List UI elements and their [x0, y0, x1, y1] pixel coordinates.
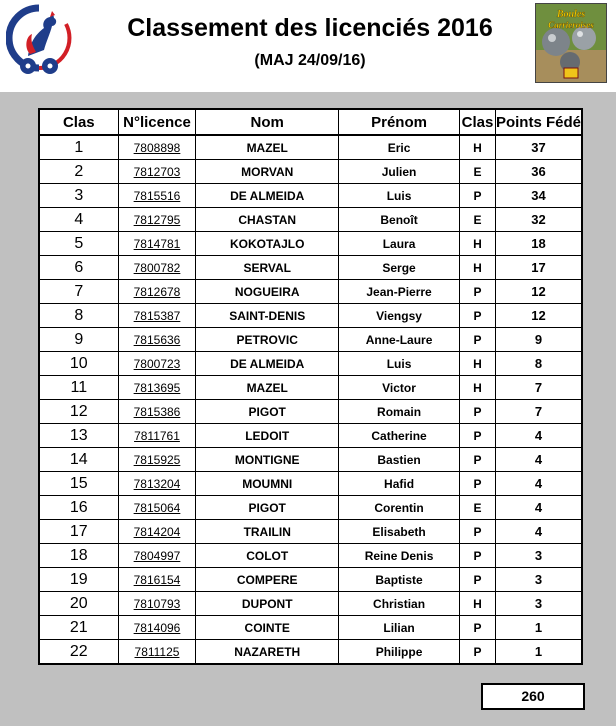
- rank-cell: 5: [39, 232, 118, 256]
- nom-cell: SERVAL: [196, 256, 339, 280]
- svg-text:Boules: Boules: [556, 9, 586, 20]
- licence-cell: [118, 616, 196, 640]
- page-title: Classement des licenciés 2016: [127, 14, 493, 42]
- category-cell: P: [460, 424, 496, 448]
- table-row: [39, 135, 582, 160]
- licence-link[interactable]: 7815386: [133, 404, 181, 419]
- licence-link[interactable]: 7814204: [133, 524, 181, 539]
- table-row: [39, 592, 582, 616]
- table-row: [39, 328, 582, 352]
- licence-cell: [118, 256, 196, 280]
- points-cell: 37: [495, 135, 582, 160]
- nom-cell: NOGUEIRA: [196, 280, 339, 304]
- table-row: [39, 520, 582, 544]
- nom-cell: COLOT: [196, 544, 339, 568]
- licence-cell: [118, 448, 196, 472]
- category-cell: P: [460, 304, 496, 328]
- licence-link[interactable]: 7804997: [133, 548, 181, 563]
- category-cell: H: [460, 256, 496, 280]
- page-header: [0, 0, 616, 92]
- rank-cell: 16: [39, 496, 118, 520]
- prenom-cell: Elisabeth: [339, 520, 460, 544]
- table-row: [39, 184, 582, 208]
- prenom-cell: Lilian: [339, 616, 460, 640]
- category-cell: P: [460, 616, 496, 640]
- update-date: (MAJ 24/09/16): [254, 52, 366, 69]
- category-cell: E: [460, 496, 496, 520]
- table-row: [39, 448, 582, 472]
- col-header-points: Points Fédé: [495, 109, 582, 135]
- rank-cell: 6: [39, 256, 118, 280]
- prenom-cell: Laura: [339, 232, 460, 256]
- col-header-prenom: Prénom: [339, 109, 460, 135]
- prenom-cell: Viengsy: [339, 304, 460, 328]
- rank-cell: 12: [39, 400, 118, 424]
- prenom-cell: Bastien: [339, 448, 460, 472]
- licence-cell: [118, 328, 196, 352]
- rank-cell: 8: [39, 304, 118, 328]
- nom-cell: MONTIGNE: [196, 448, 339, 472]
- prenom-cell: Luis: [339, 184, 460, 208]
- category-cell: P: [460, 568, 496, 592]
- licence-cell: [118, 208, 196, 232]
- points-cell: 18: [495, 232, 582, 256]
- points-cell: 9: [495, 328, 582, 352]
- nom-cell: TRAILIN: [196, 520, 339, 544]
- table-row: [39, 208, 582, 232]
- table-row: [39, 640, 582, 665]
- points-cell: 12: [495, 304, 582, 328]
- licence-link[interactable]: 7800723: [133, 356, 181, 371]
- table-row: [39, 496, 582, 520]
- col-header-rank: Clas: [39, 109, 118, 135]
- points-cell: 4: [495, 520, 582, 544]
- table-row: [39, 400, 582, 424]
- category-cell: H: [460, 376, 496, 400]
- licence-link[interactable]: 7812795: [133, 212, 181, 227]
- table-row: [39, 256, 582, 280]
- category-cell: P: [460, 400, 496, 424]
- category-cell: P: [460, 328, 496, 352]
- nom-cell: LEDOIT: [196, 424, 339, 448]
- licence-cell: [118, 352, 196, 376]
- licence-link[interactable]: 7811125: [134, 644, 180, 659]
- licence-link[interactable]: 7813695: [133, 380, 181, 395]
- licence-cell: [118, 280, 196, 304]
- nom-cell: PETROVIC: [196, 328, 339, 352]
- table-row: [39, 616, 582, 640]
- licence-link[interactable]: 7800782: [133, 260, 181, 275]
- licence-cell: [118, 160, 196, 184]
- rank-cell: 7: [39, 280, 118, 304]
- nom-cell: DUPONT: [196, 592, 339, 616]
- points-total: 260: [481, 683, 585, 710]
- prenom-cell: Eric: [339, 135, 460, 160]
- licence-link[interactable]: 7816154: [133, 572, 181, 587]
- licence-cell: [118, 496, 196, 520]
- licence-link[interactable]: 7815925: [133, 452, 181, 467]
- table-row: [39, 280, 582, 304]
- licence-link[interactable]: 7808898: [133, 140, 181, 155]
- points-cell: 17: [495, 256, 582, 280]
- prenom-cell: Catherine: [339, 424, 460, 448]
- licence-cell: [118, 135, 196, 160]
- nom-cell: PIGOT: [196, 400, 339, 424]
- licence-link[interactable]: 7811761: [134, 428, 180, 443]
- licence-link[interactable]: 7814781: [133, 236, 181, 251]
- prenom-cell: Christian: [339, 592, 460, 616]
- prenom-cell: Victor: [339, 376, 460, 400]
- licence-cell: [118, 184, 196, 208]
- points-cell: 3: [495, 568, 582, 592]
- nom-cell: PIGOT: [196, 496, 339, 520]
- points-cell: 32: [495, 208, 582, 232]
- col-header-category: Clas: [460, 109, 496, 135]
- rank-cell: 1: [39, 135, 118, 160]
- licence-link[interactable]: 7812703: [133, 164, 181, 179]
- category-cell: P: [460, 544, 496, 568]
- licence-link[interactable]: 7810793: [133, 596, 181, 611]
- category-cell: H: [460, 135, 496, 160]
- licence-cell: [118, 640, 196, 665]
- points-cell: 4: [495, 472, 582, 496]
- points-cell: 8: [495, 352, 582, 376]
- points-cell: 1: [495, 616, 582, 640]
- table-row: [39, 376, 582, 400]
- svg-text:Carrieroises: Carrieroises: [548, 20, 594, 30]
- table-row: [39, 160, 582, 184]
- prenom-cell: Anne-Laure: [339, 328, 460, 352]
- points-cell: 7: [495, 400, 582, 424]
- prenom-cell: Serge: [339, 256, 460, 280]
- category-cell: H: [460, 592, 496, 616]
- licence-link[interactable]: 7815516: [133, 188, 181, 203]
- table-row: [39, 304, 582, 328]
- table-row: [39, 472, 582, 496]
- club-logo-graphic: [536, 4, 606, 82]
- prenom-cell: Romain: [339, 400, 460, 424]
- table-row: [39, 352, 582, 376]
- licence-link[interactable]: 7814096: [133, 620, 181, 635]
- rank-cell: 18: [39, 544, 118, 568]
- prenom-cell: Julien: [339, 160, 460, 184]
- category-cell: H: [460, 232, 496, 256]
- points-cell: 4: [495, 496, 582, 520]
- category-cell: P: [460, 184, 496, 208]
- nom-cell: NAZARETH: [196, 640, 339, 665]
- col-header-licence: N°licence: [118, 109, 196, 135]
- licence-cell: [118, 520, 196, 544]
- rank-cell: 2: [39, 160, 118, 184]
- rank-cell: 4: [39, 208, 118, 232]
- rank-cell: 15: [39, 472, 118, 496]
- rank-cell: 21: [39, 616, 118, 640]
- licence-cell: [118, 400, 196, 424]
- col-header-nom: Nom: [196, 109, 339, 135]
- points-cell: 4: [495, 424, 582, 448]
- prenom-cell: Jean-Pierre: [339, 280, 460, 304]
- nom-cell: MOUMNI: [196, 472, 339, 496]
- nom-cell: DE ALMEIDA: [196, 352, 339, 376]
- points-cell: 12: [495, 280, 582, 304]
- rank-cell: 3: [39, 184, 118, 208]
- nom-cell: MAZEL: [196, 135, 339, 160]
- licence-link[interactable]: 7815064: [133, 500, 181, 515]
- licence-cell: [118, 424, 196, 448]
- rank-cell: 13: [39, 424, 118, 448]
- club-logo: [535, 3, 607, 83]
- nom-cell: CHASTAN: [196, 208, 339, 232]
- licence-link[interactable]: 7813204: [133, 476, 181, 491]
- points-cell: 1: [495, 640, 582, 665]
- licence-cell: [118, 568, 196, 592]
- table-header-row: [39, 109, 582, 135]
- points-cell: 34: [495, 184, 582, 208]
- licence-cell: [118, 592, 196, 616]
- rank-cell: 17: [39, 520, 118, 544]
- category-cell: P: [460, 448, 496, 472]
- table-row: [39, 232, 582, 256]
- nom-cell: COINTE: [196, 616, 339, 640]
- prenom-cell: Baptiste: [339, 568, 460, 592]
- licence-cell: [118, 304, 196, 328]
- nom-cell: SAINT-DENIS: [196, 304, 339, 328]
- prenom-cell: Reine Denis: [339, 544, 460, 568]
- rank-cell: 9: [39, 328, 118, 352]
- points-cell: 4: [495, 448, 582, 472]
- licence-cell: [118, 376, 196, 400]
- category-cell: E: [460, 160, 496, 184]
- category-cell: P: [460, 520, 496, 544]
- licence-link[interactable]: 7815636: [133, 332, 181, 347]
- licence-cell: [118, 232, 196, 256]
- rank-cell: 14: [39, 448, 118, 472]
- points-cell: 3: [495, 592, 582, 616]
- nom-cell: KOKOTAJLO: [196, 232, 339, 256]
- rank-cell: 20: [39, 592, 118, 616]
- prenom-cell: Hafid: [339, 472, 460, 496]
- category-cell: P: [460, 280, 496, 304]
- prenom-cell: Luis: [339, 352, 460, 376]
- nom-cell: COMPERE: [196, 568, 339, 592]
- rank-cell: 22: [39, 640, 118, 665]
- points-cell: 36: [495, 160, 582, 184]
- ffpjp-logo: [6, 4, 72, 82]
- licence-link[interactable]: 7815387: [133, 308, 181, 323]
- licence-cell: [118, 472, 196, 496]
- points-cell: 7: [495, 376, 582, 400]
- licence-link[interactable]: 7812678: [133, 284, 181, 299]
- rank-cell: 19: [39, 568, 118, 592]
- table-body: [39, 135, 582, 664]
- category-cell: H: [460, 352, 496, 376]
- rank-cell: 10: [39, 352, 118, 376]
- nom-cell: DE ALMEIDA: [196, 184, 339, 208]
- table-row: [39, 424, 582, 448]
- points-cell: 3: [495, 544, 582, 568]
- nom-cell: MAZEL: [196, 376, 339, 400]
- table-row: [39, 544, 582, 568]
- ranking-table: [38, 108, 583, 665]
- category-cell: E: [460, 208, 496, 232]
- prenom-cell: Corentin: [339, 496, 460, 520]
- category-cell: P: [460, 640, 496, 665]
- rank-cell: 11: [39, 376, 118, 400]
- category-cell: P: [460, 472, 496, 496]
- prenom-cell: Philippe: [339, 640, 460, 665]
- nom-cell: MORVAN: [196, 160, 339, 184]
- licence-cell: [118, 544, 196, 568]
- table-row: [39, 568, 582, 592]
- prenom-cell: Benoît: [339, 208, 460, 232]
